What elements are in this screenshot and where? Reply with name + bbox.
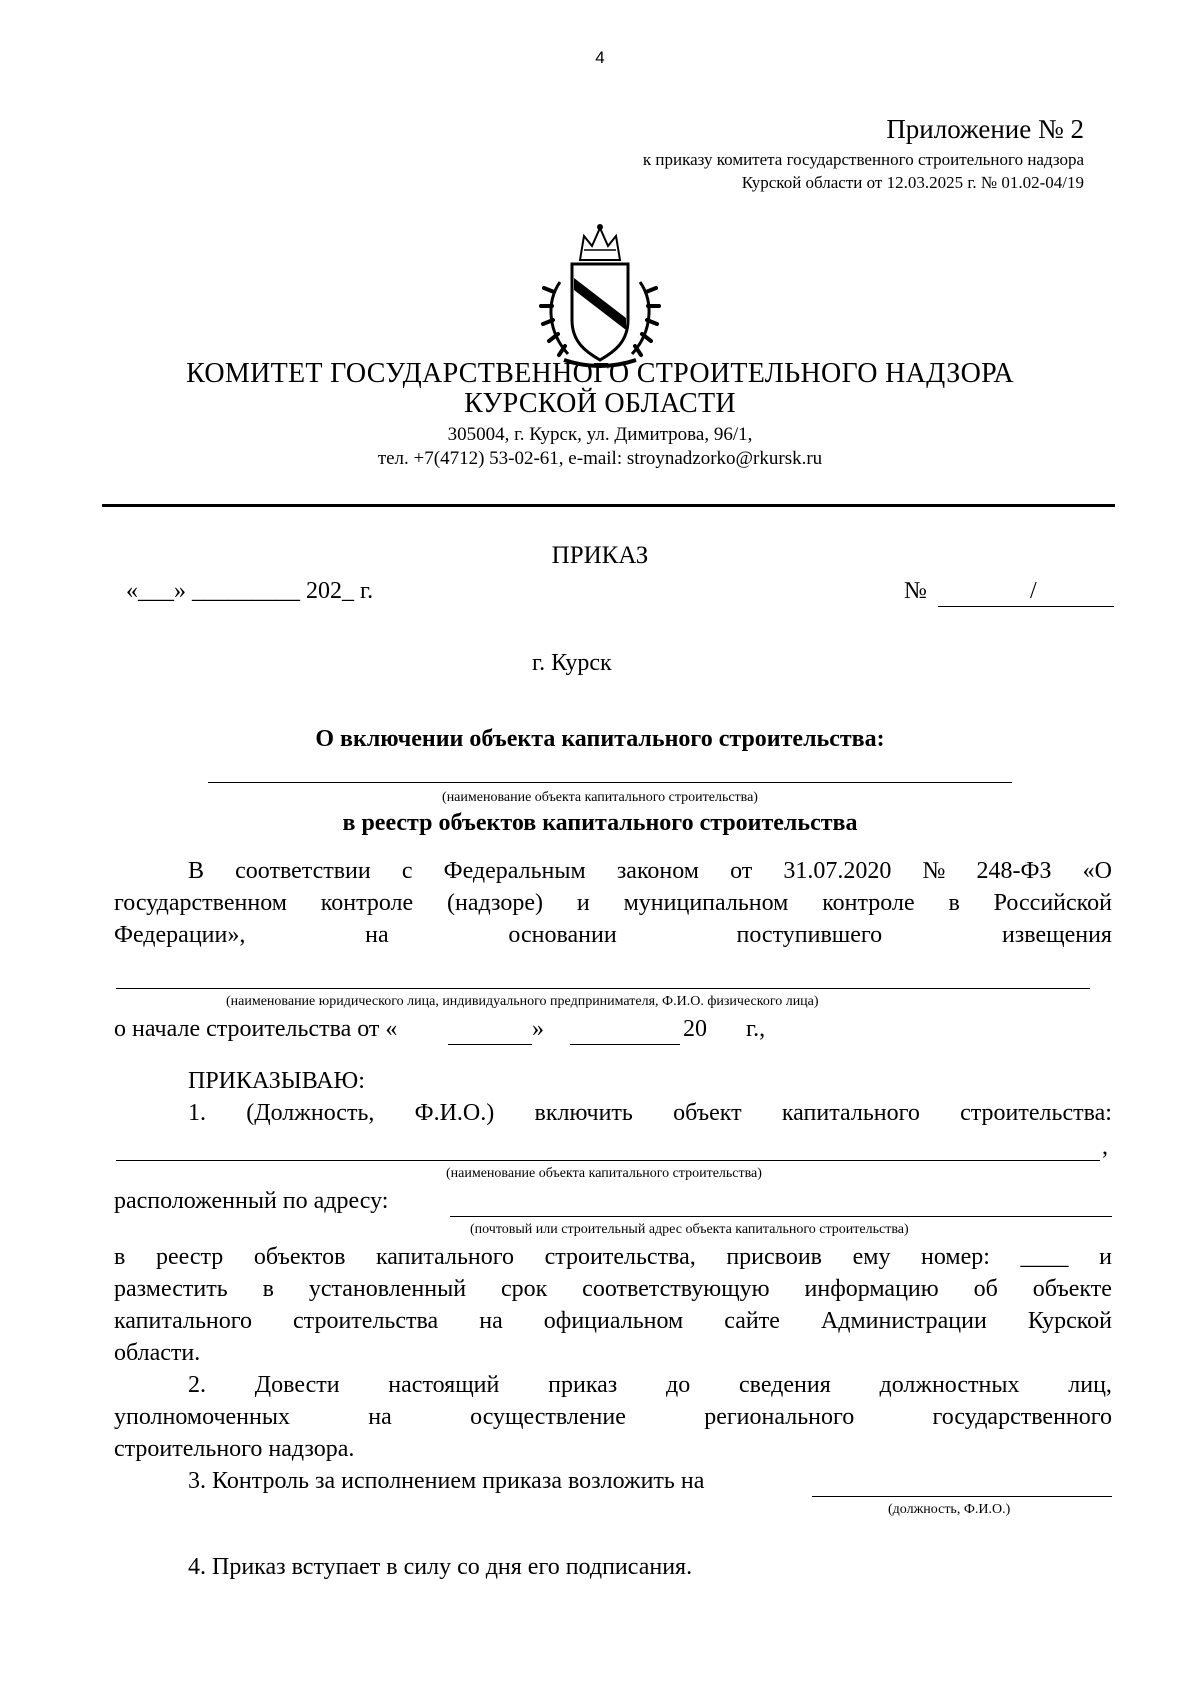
appendix-title: Приложение № 2: [886, 114, 1084, 144]
decree-heading: ПРИКАЗЫВАЮ:: [188, 1068, 365, 1094]
word: настоящий: [388, 1372, 500, 1398]
word: Администрации: [820, 1308, 987, 1334]
item4-text: 4. Приказ вступает в силу со дня его подписания.: [188, 1554, 693, 1580]
word: капитального: [114, 1308, 252, 1334]
subject-line-1: О включении объекта капитального строительства:: [315, 726, 885, 752]
order-number-slash: /: [1030, 578, 1037, 604]
word: и: [576, 890, 590, 916]
word: ему: [852, 1244, 891, 1270]
word: законом: [616, 858, 699, 884]
word: в: [262, 1276, 274, 1302]
word: и: [1099, 1244, 1112, 1270]
word: 31.07.2020: [783, 858, 892, 884]
word: в: [948, 890, 960, 916]
word: Российской: [993, 890, 1112, 916]
word: включить: [534, 1100, 633, 1126]
word: муниципальном: [623, 890, 789, 916]
subject-object-caption: (наименование объекта капитального строительства): [442, 790, 758, 805]
order-city: г. Курск: [532, 650, 612, 676]
start-month-underline: [570, 1044, 680, 1045]
item1-object-caption: (наименование объекта капитального строительства): [446, 1166, 762, 1181]
order-number-prefix: №: [904, 578, 927, 604]
word: №: [922, 858, 946, 884]
word: контроле: [822, 890, 915, 916]
control-underline: [812, 1496, 1112, 1497]
word: сайте: [724, 1308, 780, 1334]
item2-line-3: строительного надзора.: [114, 1436, 355, 1462]
coat-of-arms-emblem: [538, 222, 662, 372]
item3-text: 3. Контроль за исполнением приказа возложить на: [188, 1468, 705, 1494]
address-label: расположенный по адресу:: [114, 1188, 389, 1214]
word: государственного: [932, 1404, 1112, 1430]
word: (надзоре): [447, 890, 544, 916]
control-caption: (должность, Ф.И.О.): [888, 1502, 1011, 1517]
word: контроле: [320, 890, 414, 916]
address-caption: (почтовый или строительный адрес объекта капитального строительства): [470, 1222, 909, 1237]
word: присвоив: [726, 1244, 823, 1270]
preamble-line-1: [114, 858, 1112, 885]
word: в: [114, 1244, 126, 1270]
word: Курской: [1027, 1308, 1112, 1334]
word: 1.: [188, 1100, 206, 1126]
start-line-text: о начале строительства от «: [114, 1016, 398, 1042]
word: соответствующую: [582, 1276, 770, 1302]
word: извещения: [1001, 922, 1112, 948]
word: объект: [673, 1100, 742, 1126]
subject-line-2: в реестр объектов капитального строительства: [342, 810, 858, 836]
word: государственном: [114, 890, 287, 916]
word: разместить: [114, 1276, 228, 1302]
word: осуществление: [470, 1404, 626, 1430]
word: должностных: [879, 1372, 1020, 1398]
item1-line-1: [188, 1100, 1112, 1127]
word: лиц,: [1068, 1372, 1112, 1398]
word: Федерации»,: [114, 922, 246, 948]
applicant-underline: [116, 988, 1090, 989]
word: капитального: [376, 1244, 514, 1270]
word: Ф.И.О.): [414, 1100, 495, 1126]
organization-address: 305004, г. Курск, ул. Димитрова, 96/1,: [447, 424, 753, 445]
word: капитального: [781, 1100, 920, 1126]
word: регионального: [704, 1404, 855, 1430]
word: соответствии: [235, 858, 371, 884]
word: строительства,: [544, 1244, 696, 1270]
word: 248-ФЗ: [976, 858, 1052, 884]
word: информацию: [804, 1276, 939, 1302]
applicant-caption: (наименование юридического лица, индивидуального предпринимателя, Ф.И.О. физического лица): [226, 994, 819, 1009]
header-divider: [102, 504, 1115, 507]
appendix-line-1: к приказу комитета государственного строительного надзора: [642, 150, 1084, 169]
word: строительства: [293, 1308, 439, 1334]
appendix-line-2: Курской области от 12.03.2025 г. № 01.02-04/19: [741, 173, 1084, 192]
word: реестр: [155, 1244, 224, 1270]
word: 2.: [188, 1372, 206, 1398]
word: Довести: [254, 1372, 340, 1398]
order-number-underline: [938, 606, 1114, 607]
word: Федеральным: [443, 858, 586, 884]
item2-line-2: [114, 1404, 1112, 1431]
word: сведения: [738, 1372, 831, 1398]
start-day-underline: [448, 1044, 532, 1045]
item2-line-1: [188, 1372, 1112, 1399]
word: ____: [1020, 1244, 1069, 1270]
start-line-year-suffix: г.,: [746, 1016, 766, 1042]
item1-object-underline: [116, 1160, 1100, 1161]
word: (Должность,: [246, 1100, 375, 1126]
word: с: [401, 858, 413, 884]
item1-body-line-2: [114, 1276, 1112, 1303]
word: на: [479, 1308, 503, 1334]
word: «О: [1082, 858, 1112, 884]
word: объектов: [253, 1244, 346, 1270]
word: официальном: [543, 1308, 684, 1334]
word: уполномоченных: [114, 1404, 290, 1430]
organization-name-line-2: КУРСКОЙ ОБЛАСТИ: [464, 388, 736, 419]
word: об: [973, 1276, 998, 1302]
item1-comma: ,: [1102, 1134, 1108, 1160]
preamble-line-3: [114, 922, 1112, 949]
item1-body-line-3: [114, 1308, 1112, 1335]
order-date-template: «___» _________ 202_ г.: [126, 578, 374, 604]
word: до: [666, 1372, 691, 1398]
word: установленный: [308, 1276, 467, 1302]
start-line-year-prefix: 20: [683, 1016, 707, 1042]
item1-body-line-1: [114, 1244, 1112, 1271]
item1-body-line-4: области.: [114, 1340, 201, 1366]
organization-contacts: тел. +7(4712) 53-02-61, e-mail: stroynadzorko@rkursk.ru: [377, 448, 823, 469]
word: основании: [508, 922, 617, 948]
subject-object-underline: [208, 782, 1012, 783]
word: объекте: [1032, 1276, 1112, 1302]
word: номер:: [921, 1244, 990, 1270]
word: поступившего: [736, 922, 883, 948]
word: на: [365, 922, 389, 948]
word: приказ: [548, 1372, 618, 1398]
word: на: [368, 1404, 392, 1430]
organization-name-line-1: КОМИТЕТ ГОСУДАРСТВЕННОГО СТРОИТЕЛЬНОГО НАДЗОРА: [186, 358, 1014, 389]
word: В: [188, 858, 205, 884]
address-underline: [450, 1216, 1112, 1217]
word: строительства:: [960, 1100, 1112, 1126]
start-line-quote-close: »: [532, 1016, 544, 1042]
word: срок: [500, 1276, 548, 1302]
word: от: [730, 858, 753, 884]
order-title: ПРИКАЗ: [551, 542, 649, 569]
page-number: 4: [595, 48, 605, 67]
preamble-line-2: [114, 890, 1112, 917]
